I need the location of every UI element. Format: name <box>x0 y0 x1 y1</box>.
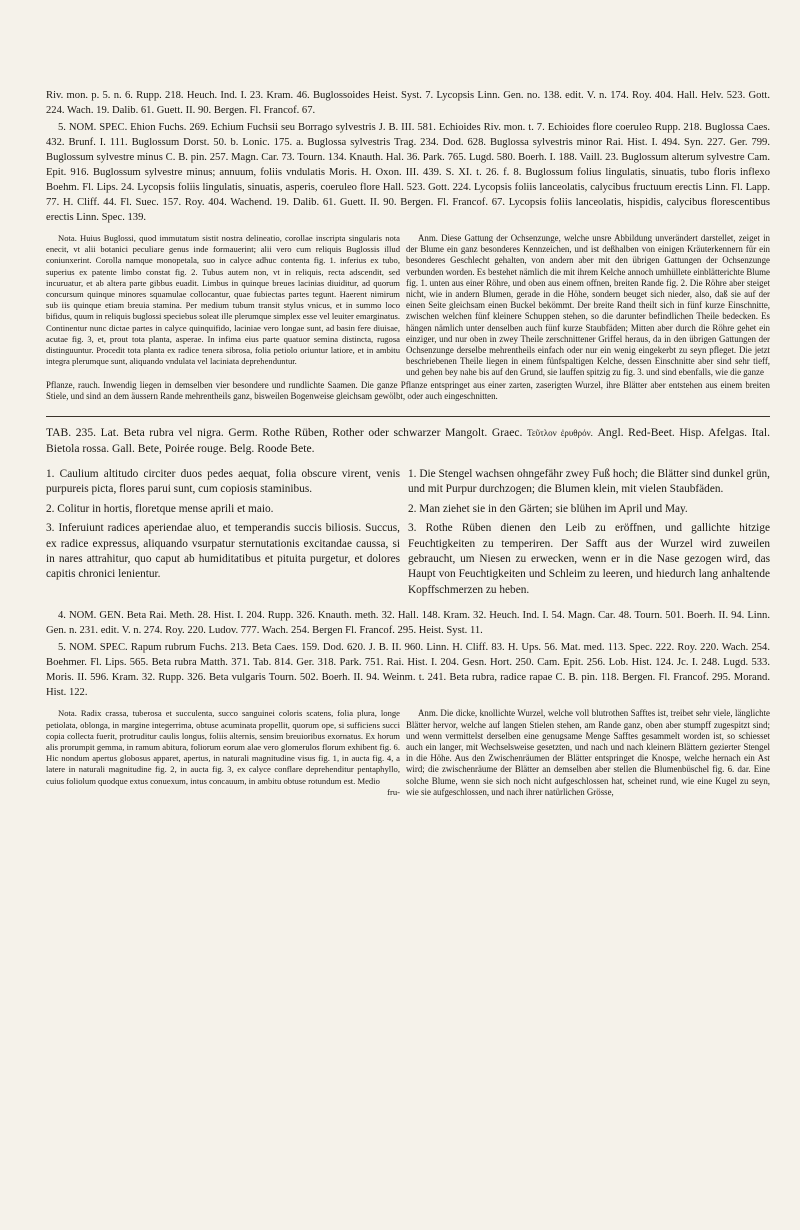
german-anmerkung-continuation: Pflanze, rauch. Inwendig liegen in demselben vier besondere und rundlichte Saamen. Die ganze Pflanze entspringet aus einer zarten, zaserigten Wurzel, ihre Blätter aber entstehen aus einem breiten Stiele, und sind an dem äussern Rande mehrentheils ganz, bisweilen Bogenweise gleichsam gewölbt, oder auch eingeschnitten. <box>46 379 770 401</box>
german-item-3: 3. Rothe Rüben dienen den Leib zu eröffnen, und gallichte hitzige Feuchtigkeiten zu temperiren. Der Safft aus der Wurzel wird zuweilen gebraucht, um Niesen zu erwecken, wenn er in die Nase gezogen wird, das Haupt von Feuchtigkeiten und Schleim zu leeren, und hiedurch lang anhaltende Kopffschmerzen zu heben. <box>408 522 770 596</box>
nota-block-buglossum <box>46 233 770 379</box>
synonym-continuation: Riv. mon. p. 5. n. 6. Rupp. 218. Heuch. Ind. I. 23. Kram. 46. Buglossoides Heist. Syst. 7. Lycopsis Linn. Gen. no. 138. edit. V. n. 174. Roy. 404. Hall. Helv. 523. Gott. 224. Wach. 19. Dalib. 61. Guett. II. 90. Bergen. Fl. Francof. 67. <box>46 90 770 116</box>
german-item-1: 1. Die Stengel wachsen ohngefähr zwey Fuß hoch; die Blätter sind dunkel grün, und mit Purpur durchzogen; die Blumen klein, mit vielen Staubfäden. <box>408 468 770 496</box>
latin-item-3: 3. Inferuiunt radices aperiendae aluo, et temperandis succis biliosis. Succus, ex radice expressus, aliquando vsurpatur sternutationis excitandae caussa, si in nares attrahitur, quo caput ab humiditatibus et pituita purgetur, et dolores capitis chronici lenientur. <box>46 522 400 581</box>
german-column-beta <box>406 708 770 798</box>
german-description <box>408 467 770 602</box>
nota-block-beta <box>46 708 770 798</box>
section-divider <box>46 416 770 417</box>
latin-item-1: 1. Caulium altitudo circiter duos pedes aequat, folia obscure virent, venis purpureis picta, flores parui sunt, cum copiosis staminibus. <box>46 468 400 496</box>
latin-nota-beta: Nota. Radix crassa, tuberosa et succulenta, succo sanguinei coloris scatens, folia plura, longe petiolata, oblonga, in margine integerrima, obtuse acuminata propellit, quorum ope, si sufficiens succi copia collecta fuerit, protruditur caulis longus, foliis alternis, sensim breuioribus exornatus. Ex horum alis prorumpit gemma, in ramum abitura, foliorum eorum alae vero glomerulos florum exhibent fig. 6. Hic nondum apertus globosus apparet, apertus, in naturali magnitudine visus fig. 1, in aucta fig. 4, a latere in naturali magnitudine fig. 2, in aucta fig. 3, ex calyce conflare deprehenditur pentaphyllo, cuius foliolum quodque extus conuexum, intus concauum, in ambitu obtuse rotundum est. Medio <box>46 708 400 786</box>
german-anmerkung-beta: Anm. Die dicke, knollichte Wurzel, welche voll blutrothen Safftes ist, treibet sehr viele, länglichte Blätter hervor, welche auf langen Stielen stehen, am Rande ganz, oben aber stumpff zugespitzt sind; und wenn vermittelst derselben eine genugsame Menge Safftes gesammelt worden ist, so schiesset auch ein langer, mit Wechselsweise gesetzten, und nach und nach kleinern Blättern gezierter Stengel in die Höhe. Aus den Zwischenräumen der Blätter entspringet die Knospe, welche hernach ein Ast wird; die zwischenräume der Blätter an demselben aber stellen die Blumenbüschel fig. 6. dar. Eine solche Blume, wenn sie sich noch nicht aufgeschlossen hat, scheinet rund, wie eine Kugel zu seyn, wie sie aufgeschlossen, und nach ihrer natürlichen Grösse, <box>406 708 770 797</box>
latin-description <box>46 467 400 602</box>
latin-item-2: 2. Colitur in hortis, floretque mense aprili et maio. <box>46 502 274 515</box>
latin-nota: Nota. Huius Buglossi, quod immutatum sistit nostra delineatio, corollae inscripta singularis nota enecit, vt alii botanici peculiare genus inde formauerint; alii vero cum reliquis Buglossis illud coniunxerint. Corolla namque monopetala, suo in calyce adhuc contenta fig. 1. inferius ex tubo, superius ex patente limbo constat fig. 2. Tubus autem non, vt in reliquis, recta adscendit, sed incuruatur, et ab altera parte gibbus euadit. Limbus in quinque breues lacinias diuiditur, ad quorum concursum quinque minores squamulae collocantur, quae fubiectas partes tegunt. Haerent nimirum sub iis quinque etiam breuia stamina. Per medium tubum transit stylus vnicus, et in summo loco bifidus, quum in reliquis buglossi speciebus soleat ille plerumque simplex esse vel leuiter emarginatus. Continentur nunc dictae partes in calyce quinquifido, laciniae vero longae sunt, ad basin fere diuisae, acutae fig. 3, et, prout tota planta, asperae. In infima eius parte quatuor semina distincta, rugosa distinguuntur. Procedit tota planta ex radice tenera sibrosa, folia petiolo oriuntur latiore, et in ambitu integra plerumque sunt, aliquando vndulata vel laciniata deprehenduntur. <box>46 233 400 367</box>
german-item-2: 2. Man ziehet sie in den Gärten; sie blühen im April und May. <box>408 502 688 515</box>
bilingual-description <box>46 467 770 602</box>
greek-name: Τεῦτλον ἐρυθρόν. <box>526 428 593 439</box>
plate-title: TAB. 235. Lat. Beta rubra vel nigra. Germ. Rothe Rüben, Rother oder schwarzer Mangolt. Graec. <box>46 426 523 440</box>
german-column <box>406 233 770 379</box>
catchword: fru- <box>387 786 400 797</box>
latin-column-beta <box>46 708 400 798</box>
latin-column <box>46 233 400 379</box>
plate-vernacular-names: Angl. Red-Beet. Hisp. Afelgas. Ital. Bietola rossa. Gall. Bete, Poirée rouge. Belg. Roode Bete. <box>46 426 771 456</box>
plate-heading <box>46 425 770 457</box>
nom-gen-paragraph: 4. NOM. GEN. Beta Rai. Meth. 28. Hist. I. 204. Rupp. 326. Knauth. meth. 32. Hall. 148. Kram. 32. Heuch. Ind. I. 54. Magn. Car. 48. Tourn. 501. Boerh. II. 94. Linn. Gen. n. 231. edit. V. n. 274. Roy. 220. Ludov. 777. Wach. 254. Bergen Fl. Francof. 295. Heist. Syst. 11. <box>46 610 770 637</box>
nom-spec-paragraph-beta: 5. NOM. SPEC. Rapum rubrum Fuchs. 213. Beta Caes. 159. Dod. 620. J. B. II. 960. Linn. H. Cliff. 83. H. Ups. 56. Mat. med. 113. Spec. 222. Roy. 220. Wach. 254. Boehmer. Fl. Lips. 565. Beta rubra Matth. 371. Tab. 814. Ger. 318. Park. 751. Rai. Hist. I. 204. Gesn. Hort. 250. Cam. Epit. 256. Lob. Hist. 124. Jc. I. 248. Lugd. 533. Moris. II. 596. Kram. 32. Rupp. 326. Beta vulgaris Tourn. 502. Boerh. II. 94. Weinm. t. 241. Beta rubra, radice rapae C. B. pin. 118. Bergen. Fl. Francof. 295. Morand. Hist. 122. <box>46 642 770 699</box>
german-anmerkung: Anm. Diese Gattung der Ochsenzunge, welche unsre Abbildung unverändert darstellet, zeiget in der Blume ein ganz besonderes Kennzeichen, und ist deßhalben von einigen Kräuterkennern für ein besonderes Geschlecht gehalten, von andern aber mit den übrigen Gattungen der Ochsenzunge verbunden worden. Es bestehet nämlich die mit ihrem Kelche annoch umhüllete einblätterichte Blume fig. 1. unten aus einer Röhre, und oben aus einem offnen, breiten Rande fig. 2. Die Röhre aber steiget nicht, wie in andern Blumen, gerade in die Höhe, sondern beuget sich nieder, also, daß sie auf der einen Seite gleichsam einen Buckel bekömmt. Der breite Rand theilt sich in fünf kurze Einschnitte, zwischen welchen fünf kleinere Schuppen stehen, so die darunter befindlichen Theile bedecken. Es hängen nämlich unter denselben auch fünf kurze Staubfäden; Mitten aber durch die Röhre gehet ein einziger, und nur oben in zwey Theile zerschnittener Griffel heraus, da in den übrigen Gattungen der Ochsenzunge derselbe mehrentheils einfach oder nur ein wenig eingekerbt zu seyn pfleget. Die jetzt beschriebenen Theile liegen in einem fünfspaltigen Kelche, dessen Einschnitte aber sind sehr tieff, und gehen bey nahe bis auf den Grund, sie lauffen spitzig zu fig. 3. und sind ebenfalls, wie die ganze <box>406 233 770 378</box>
nom-spec-paragraph: 5. NOM. SPEC. Ehion Fuchs. 269. Echium Fuchsii seu Borrago sylvestris J. B. III. 581. Echioides Riv. mon. t. 7. Echioides flore coeruleo Rupp. 218. Buglossa Caes. 432. Brunf. I. 111. Buglossum Dorst. 50. b. Lonic. 175. a. Buglossa sylvestris Trag. 234. Dod. 628. Buglossa sylvestris minor Rai. Hist. I. 494. Syn. 227. Ger. 799. Buglossum sylvestre minus C. B. pin. 257. Magn. Car. 73. Tourn. 134. Knauth. Hal. 36. Park. 765. Lugd. 580. Boerh. I. 188. Vaill. 23. Buglossum alterum sylvestre Cam. Epit. 916. Buglossum sylvestre minus; annuum, foliis vndulatis Moris. H. Oxon. III. 439. S. XI. t. 26. f. 8. Buglossum folius lingulatis, sinuatis, tubo floris inflexo Boehm. Fl. Lips. 24. Lycopsis foliis lingulatis, sinuatis, asperis, coeruleo flore Hall. 523. Gott. 224. Lycopsis foliis lanceolatis, calycibus fructuum erectis Linn. Fl. Lapp. 77. H. Cliff. 44. Fl. Suec. 157. Roy. 404. Wachend. 19. Dalib. 61. Guett. II. 90. Bergen. Fl. Francof. 67. Lycopsis foliis lanceolatis, hispidis, calycibus florescentibus erectis Linn. Spec. 139. <box>46 122 770 223</box>
